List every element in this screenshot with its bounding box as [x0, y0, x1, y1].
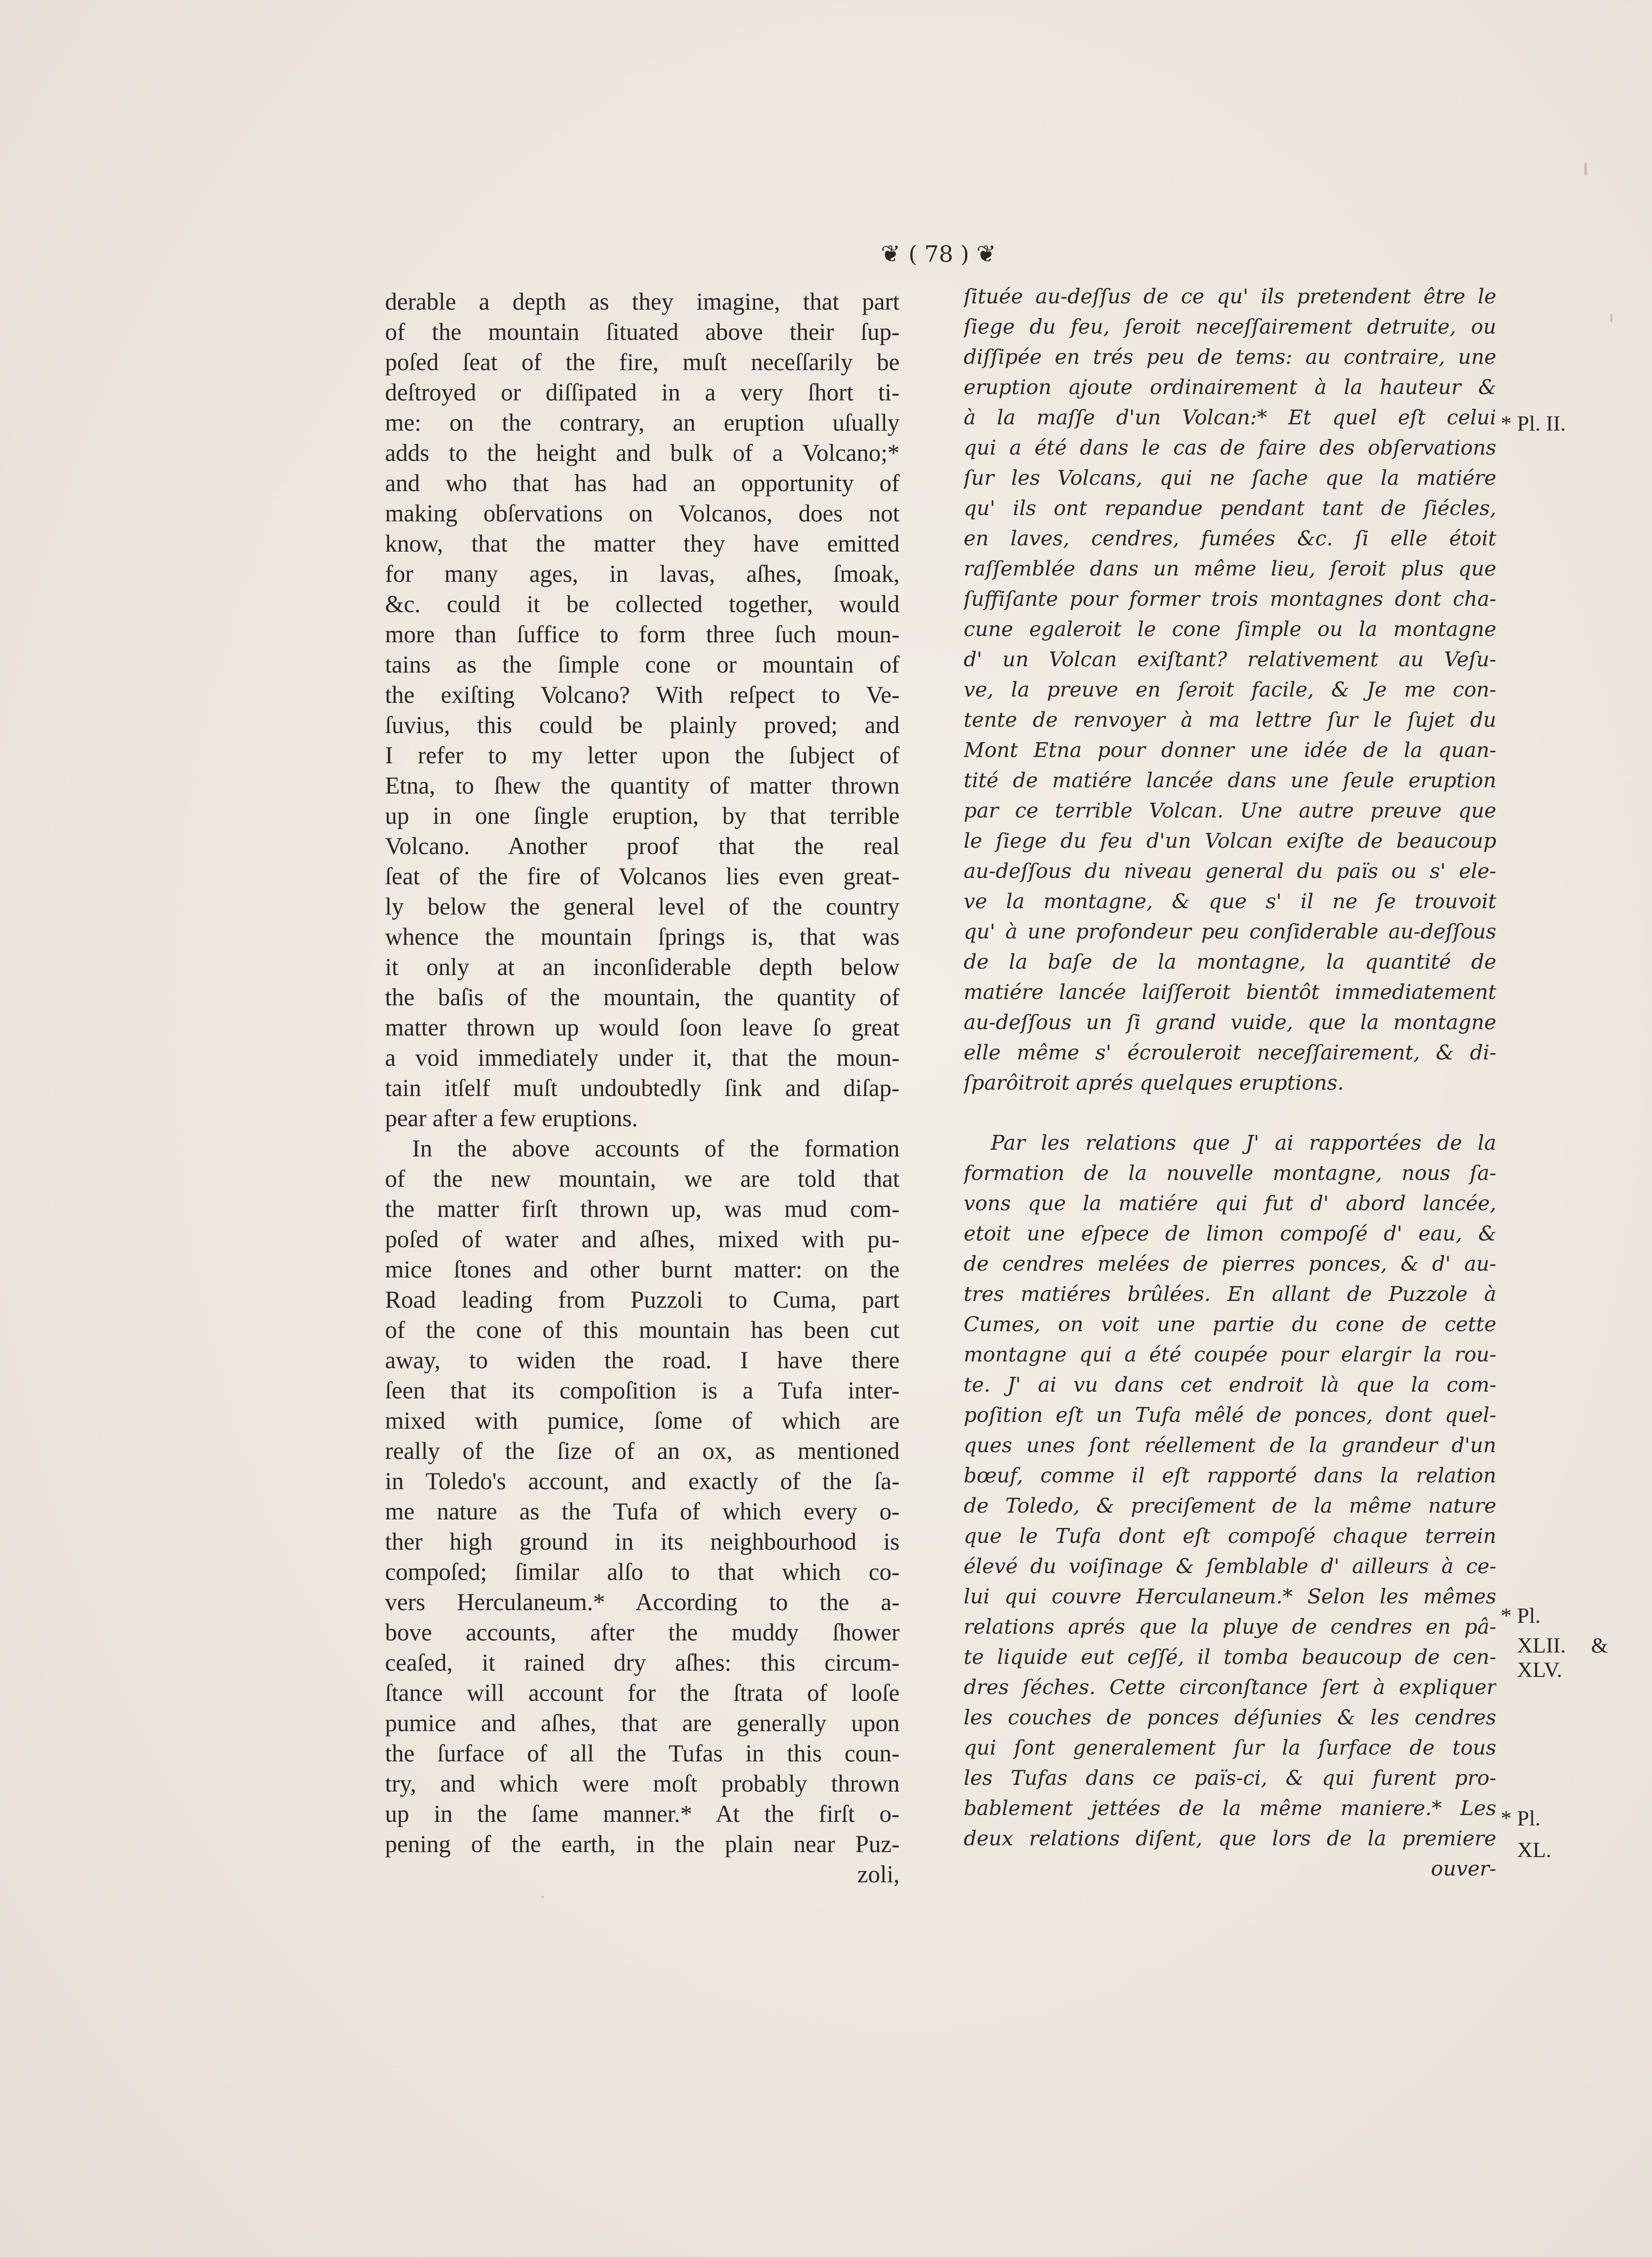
text-line: me nature as the Tufa of which every o-: [385, 1498, 900, 1525]
paper-mark: [542, 1896, 544, 1898]
margin-note-xl: XL.: [1517, 1838, 1551, 1862]
text-line: relations aprés que la pluye de cendres en pâ-: [964, 1615, 1496, 1639]
text-line: qu' ils ont repandue pendant tant de ſiécles,: [964, 496, 1496, 520]
text-line: more than ſuffice to form three ſuch moun-: [385, 621, 900, 648]
text-line: qui ſont generalement ſur la ſurface de tous: [964, 1736, 1496, 1760]
margin-note-xlii: XLII.: [1517, 1634, 1566, 1658]
text-line: me: on the contrary, an eruption uſually: [385, 409, 900, 436]
text-line: pumice and aſhes, that are generally upon: [385, 1709, 900, 1737]
text-line: pear after a few eruptions.: [385, 1105, 638, 1132]
text-line: etoit une eſpece de limon compoſé d' eau, &: [964, 1221, 1496, 1245]
text-line: really of the ſize of an ox, as mentioned: [385, 1437, 900, 1464]
text-line: in Toledo's account, and exactly of the ſa-: [385, 1468, 900, 1495]
text-line: the exiſting Volcano? With reſpect to Ve-: [385, 681, 900, 708]
text-line: ſur les Volcans, qui ne ſache que la matiére: [964, 466, 1496, 490]
text-line: montagne qui a été coupée pour elargir la rou-: [964, 1342, 1496, 1366]
text-line: te liquide eut ceſſé, il tomba beaucoup de cen-: [964, 1645, 1496, 1669]
text-line: whence the mountain ſprings is, that was: [385, 923, 900, 950]
text-line: ſituée au-deſſus de ce qu' ils pretendent être le: [964, 284, 1496, 308]
text-line: lui qui couvre Herculaneum.* Selon les mêmes: [964, 1584, 1496, 1608]
text-line: Mont Etna pour donner une idée de la quan-: [964, 738, 1496, 762]
right-ornament-icon: ❦: [976, 241, 997, 268]
text-line: le ſiege du feu d'un Volcan exiſte de beaucoup: [964, 829, 1496, 853]
text-line: the baſis of the mountain, the quantity of: [385, 984, 900, 1011]
text-line: it only at an inconſiderable depth below: [385, 953, 900, 980]
text-line: élevé du voiſinage & ſemblable d' ailleurs à ce-: [964, 1554, 1496, 1578]
page-number: ( 78 ): [908, 241, 970, 267]
text-line: qui a été dans le cas de faire des obſervations: [964, 436, 1496, 460]
text-line: mice ſtones and other burnt matter: on the: [385, 1256, 900, 1283]
text-line: up in the ſame manner.* At the firſt o-: [385, 1800, 900, 1827]
text-line: a void immediately under it, that the moun-: [385, 1044, 900, 1071]
text-line: and who that has had an opportunity of: [385, 469, 900, 497]
text-line: bove accounts, after the muddy ſhower: [385, 1619, 900, 1646]
text-line: ſiege du feu, ſeroit neceſſairement detruite, ou: [964, 315, 1496, 339]
text-line: au-deſſous du niveau general du païs ou s' ele-: [964, 859, 1496, 883]
text-line: making obſervations on Volcanos, does not: [385, 500, 900, 527]
text-line: I refer to my letter upon the ſubject of: [385, 742, 900, 769]
text-line: pening of the earth, in the plain near Puz-: [385, 1830, 900, 1858]
text-line: Volcano. Another proof that the real: [385, 832, 900, 859]
text-line: Cumes, on voit une partie du cone de cette: [964, 1312, 1496, 1336]
text-line: ve, la preuve en ſeroit facile, & Je me con-: [964, 678, 1496, 701]
text-line: try, and which were moſt probably thrown: [385, 1770, 900, 1797]
margin-note-pl: * Pl.: [1501, 1604, 1541, 1628]
text-line: Par les relations que J' ai rapportées de la: [991, 1131, 1496, 1155]
paragraph-gap: [964, 1098, 1496, 1128]
text-line: know, that the matter they have emitted: [385, 530, 900, 557]
text-line: ly below the general level of the country: [385, 893, 900, 920]
text-line: ceaſed, it rained dry aſhes: this circum-: [385, 1649, 900, 1676]
text-line: cune egaleroit le cone ſimple ou la montagne: [964, 617, 1496, 641]
text-line: of the cone of this mountain has been cut: [385, 1316, 900, 1343]
text-line: vers Herculaneum.* According to the a-: [385, 1588, 900, 1616]
text-line: adds to the height and bulk of a Volcano;*: [385, 439, 900, 466]
text-line: ſuvius, this could be plainly proved; and: [385, 711, 900, 738]
text-line: de la baſe de la montagne, la quantité de: [964, 950, 1496, 974]
text-line: ſeen that its compoſition is a Tufa inter-: [385, 1377, 900, 1404]
text-line: à la maſſe d'un Volcan:* Et quel eſt celui: [964, 405, 1496, 429]
text-line: tain itſelf muſt undoubtedly ſink and diſap-: [385, 1074, 900, 1101]
left-ornament-icon: ❦: [881, 241, 901, 268]
french-column: [964, 281, 1496, 1884]
text-line: que le Tufa dont eſt compoſé chaque terrein: [964, 1524, 1496, 1548]
text-line: qu' à une profondeur peu conſiderable au-deſſous: [964, 920, 1496, 943]
text-line: for many ages, in lavas, aſhes, ſmoak,: [385, 560, 900, 587]
text-line: zoli,: [857, 1861, 900, 1888]
text-line: ve la montagne, & que s' il ne ſe trouvoit: [964, 889, 1496, 913]
text-line: ſuffiſante pour former trois montagnes dont cha-: [964, 587, 1496, 611]
text-line: eruption ajoute ordinairement à la hauteur &: [964, 375, 1496, 399]
text-line: au-deſſous un ſi grand vuide, que la montagne: [964, 1010, 1496, 1034]
text-line: tres matiéres brûlées. En allant de Puzzole à: [964, 1282, 1496, 1306]
text-line: elle même s' écrouleroit neceſſairement, & di-: [964, 1040, 1496, 1064]
text-line: bœuf, comme il eſt rapporté dans la relation: [964, 1463, 1496, 1487]
text-line: poſition eſt un Tufa mêlé de ponces, dont quel-: [964, 1403, 1496, 1427]
text-line: away, to widen the road. I have there: [385, 1347, 900, 1374]
text-line: de cendres melées de pierres ponces, & d' au-: [964, 1252, 1496, 1276]
text-line: dres ſéches. Cette circonſtance ſert à expliquer: [964, 1675, 1496, 1699]
text-line: the matter firſt thrown up, was mud com-: [385, 1195, 900, 1222]
text-line: tente de renvoyer à ma lettre ſur le ſujet du: [964, 708, 1496, 732]
text-line: tains as the ſimple cone or mountain of: [385, 651, 900, 678]
text-line: en laves, cendres, fumées &c. ſi elle étoit: [964, 526, 1496, 550]
text-line: poſed ſeat of the fire, muſt neceſſarily be: [385, 348, 900, 376]
text-line: Road leading from Puzzoli to Cuma, part: [385, 1286, 900, 1313]
text-line: ſtance will account for the ſtrata of looſe: [385, 1679, 900, 1706]
margin-note-pl-2: * Pl.: [1501, 1807, 1541, 1830]
text-line: up in one ſingle eruption, by that terrible: [385, 802, 900, 829]
margin-note-xlv: XLV.: [1517, 1658, 1563, 1682]
text-line: the ſurface of all the Tufas in this coun-: [385, 1740, 900, 1767]
text-line: raſſemblée dans un même lieu, ſeroit plus que: [964, 557, 1496, 581]
margin-note-ampersand: &: [1591, 1634, 1608, 1658]
text-line: compoſed; ſimilar alſo to that which co-: [385, 1558, 900, 1585]
text-line: diſſipée en trés peu de tems: au contraire, une: [964, 345, 1496, 369]
text-line: ther high ground in its neighbourhood is: [385, 1528, 900, 1555]
text-line: of the new mountain, we are told that: [385, 1165, 900, 1192]
text-line: deux relations diſent, que lors de la premiere: [964, 1826, 1496, 1850]
text-line: les couches de ponces déſunies & les cendres: [964, 1705, 1496, 1729]
text-line: In the above accounts of the formation: [412, 1135, 900, 1162]
paper-mark: [1584, 163, 1587, 175]
text-line: ſparôitroit aprés quelques eruptions.: [964, 1071, 1344, 1095]
text-line: les Tufas dans ce païs-ci, & qui furent pro-: [964, 1766, 1496, 1790]
text-line: ques unes ſont réellement de la grandeur d'un: [964, 1433, 1496, 1457]
text-line: mixed with pumice, ſome of which are: [385, 1407, 900, 1434]
text-line: formation de la nouvelle montagne, nous ſa-: [964, 1161, 1496, 1185]
text-line: vons que la matiére qui fut d' abord lancée,: [964, 1191, 1496, 1215]
text-line: d' un Volcan exiſtant? relativement au Veſu-: [964, 647, 1496, 671]
margin-note-pl-ii: * Pl. II.: [1501, 412, 1566, 436]
text-line: deſtroyed or diſſipated in a very ſhort ti-: [385, 379, 900, 406]
text-line: bablement jettées de la même maniere.* Les: [964, 1796, 1496, 1820]
text-line: derable a depth as they imagine, that part: [385, 288, 900, 315]
text-line: tité de matiére lancée dans une ſeule eruption: [964, 768, 1496, 792]
text-line: of the mountain ſituated above their ſup-: [385, 318, 900, 345]
text-line: te. J' ai vu dans cet endroit là que la com-: [964, 1373, 1496, 1397]
text-line: ouver-: [1431, 1857, 1496, 1881]
text-line: matter thrown up would ſoon leave ſo great: [385, 1014, 900, 1041]
paper-mark: [1610, 314, 1612, 322]
page-header: [849, 234, 1029, 274]
english-column: [385, 287, 900, 1890]
text-line: &c. could it be collected together, would: [385, 590, 900, 618]
text-line: par ce terrible Volcan. Une autre preuve que: [964, 799, 1496, 822]
text-line: poſed of water and aſhes, mixed with pu-: [385, 1226, 900, 1253]
text-line: matiére lancée laiſſeroit bientôt immediatement: [964, 980, 1496, 1004]
text-line: Etna, to ſhew the quantity of matter thrown: [385, 772, 900, 799]
text-line: ſeat of the fire of Volcanos lies even great-: [385, 863, 900, 890]
text-line: de Toledo, & preciſement de la même nature: [964, 1494, 1496, 1518]
